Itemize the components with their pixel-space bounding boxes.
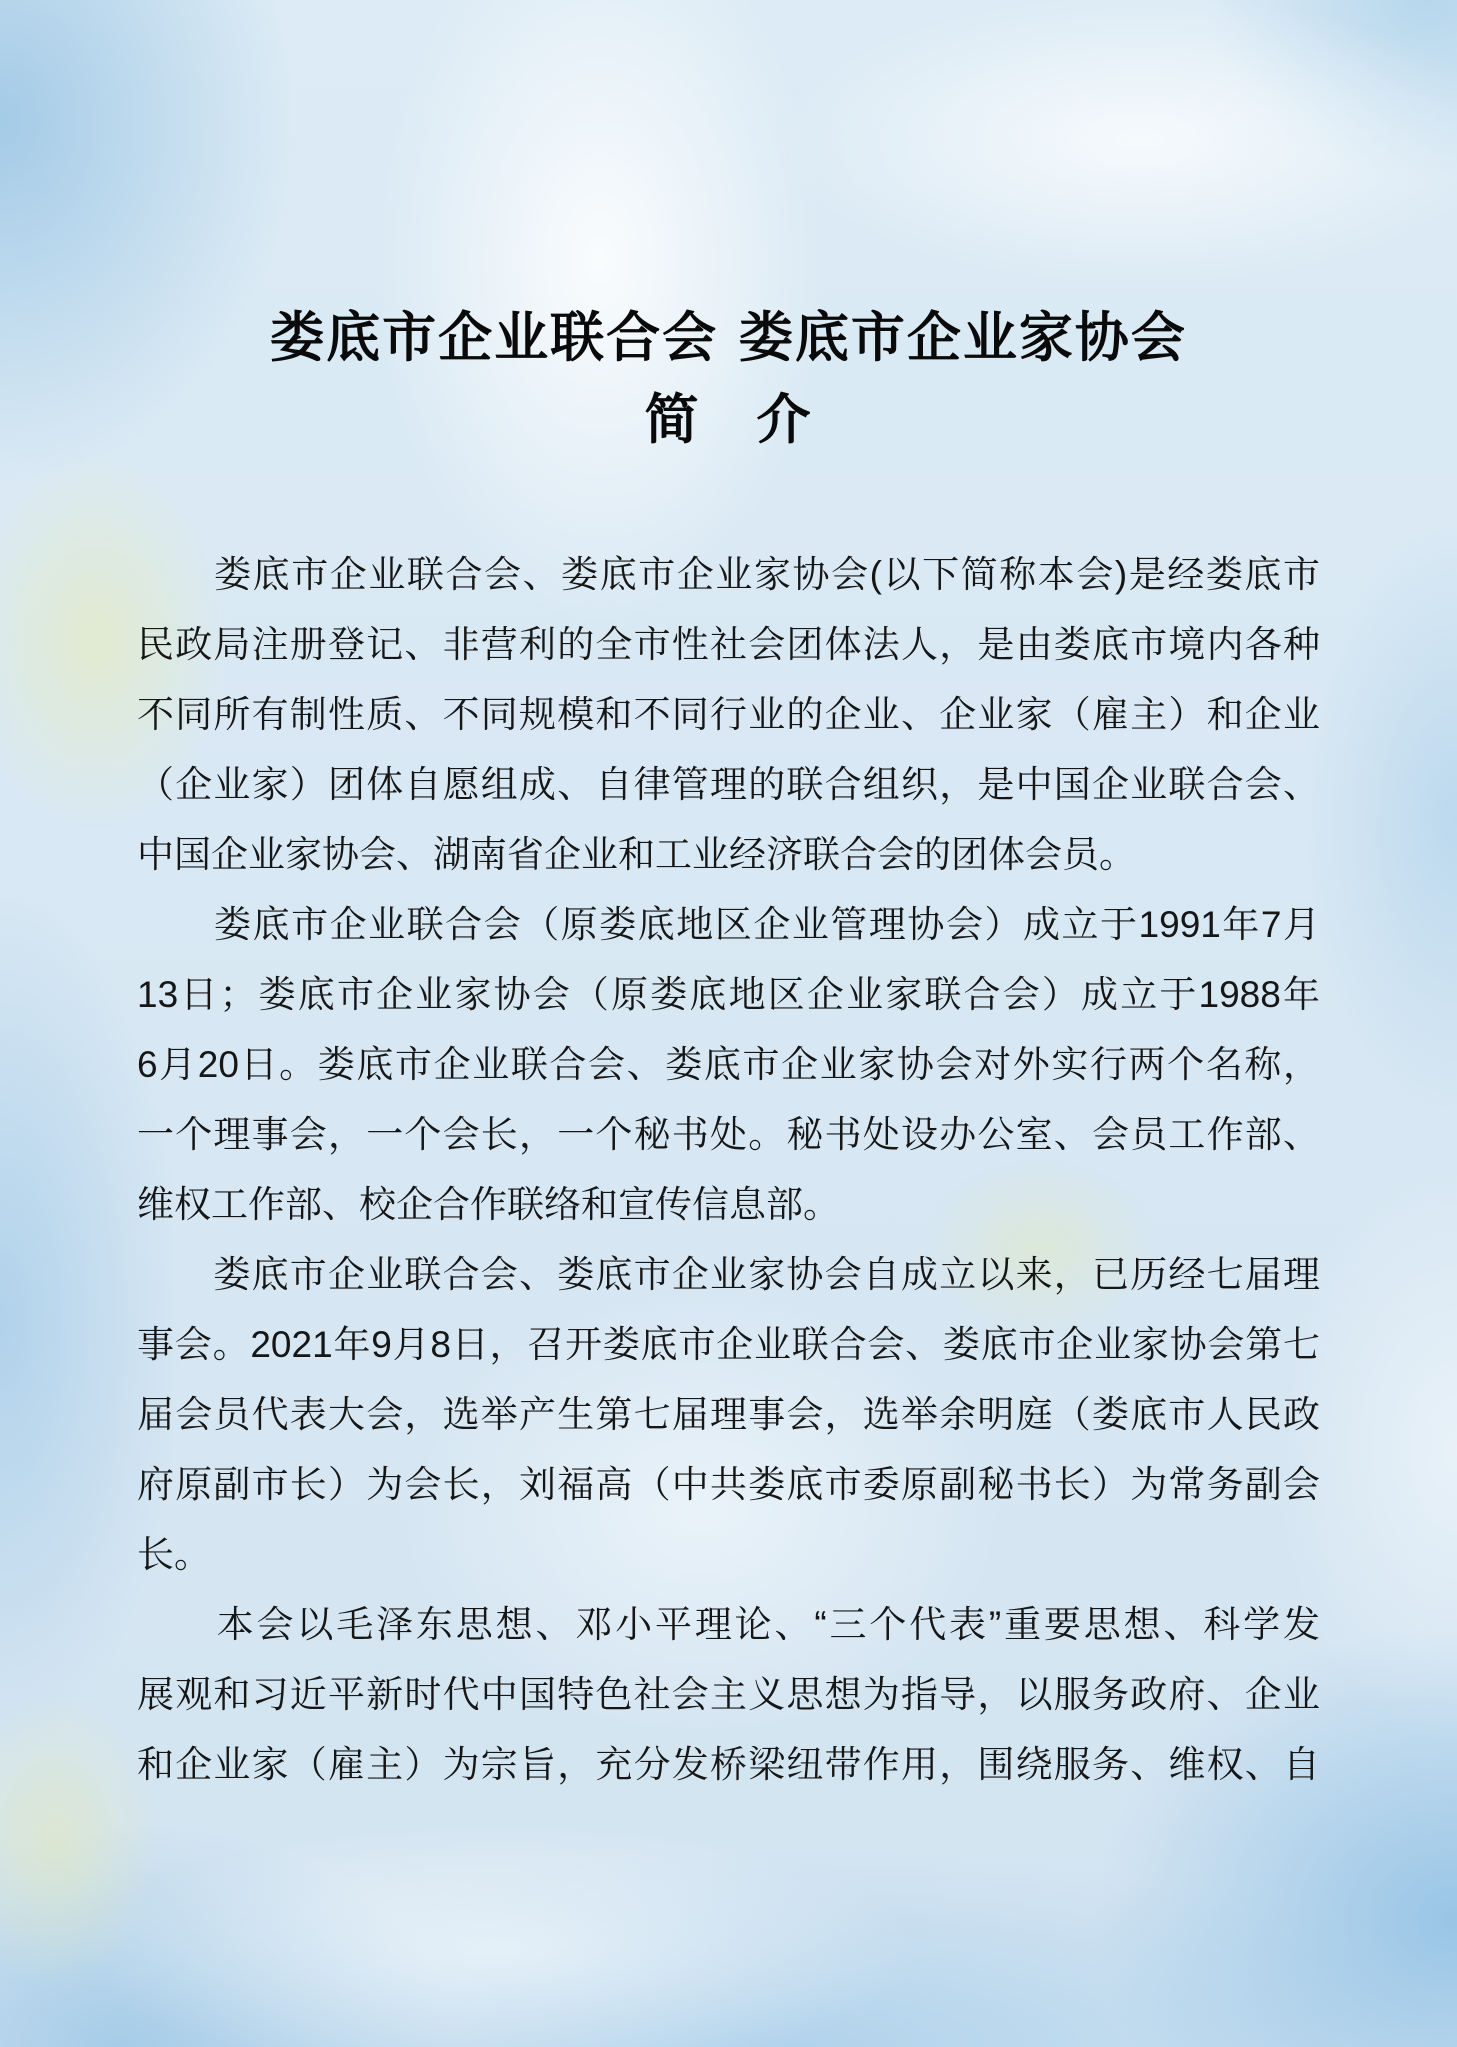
body-line-7: 13日；娄底市企业家协会（原娄底地区企业家联合会）成立于1988年 (137, 974, 1320, 1015)
document-title (137, 296, 1320, 460)
body-line-17: 展观和习近平新时代中国特色社会主义思想为指导，以服务政府、企业 (137, 1674, 1320, 1715)
body-line-14: 府原副市长）为会长，刘福高（中共娄底市委原副秘书长）为常务副会 (137, 1464, 1320, 1505)
body-line-2: 民政局注册登记、非营利的全市性社会团体法人，是由娄底市境内各种 (137, 624, 1320, 665)
body-line-8: 6月20日。娄底市企业联合会、娄底市企业家协会对外实行两个名称， (137, 1044, 1320, 1085)
document-body (137, 540, 1320, 1800)
body-line-18: 和企业家（雇主）为宗旨，充分发桥梁纽带作用，围绕服务、维权、自 (137, 1744, 1320, 1785)
body-line-15: 长。 (137, 1534, 211, 1575)
title-line-2: 简 介 (644, 387, 813, 451)
body-line-9: 一个理事会，一个会长，一个秘书处。秘书处设办公室、会员工作部、 (137, 1114, 1320, 1155)
title-line-1: 娄底市企业联合会 娄底市企业家协会 (270, 305, 1187, 369)
body-line-12: 事会。2021年9月8日，召开娄底市企业联合会、娄底市企业家协会第七 (137, 1324, 1320, 1365)
body-line-3: 不同所有制性质、不同规模和不同行业的企业、企业家（雇主）和企业 (137, 694, 1320, 735)
body-line-10: 维权工作部、校企合作联络和宣传信息部。 (137, 1184, 840, 1225)
body-line-1: 娄底市企业联合会、娄底市企业家协会(以下简称本会)是经娄底市 (137, 554, 1320, 595)
body-line-6: 娄底市企业联合会（原娄底地区企业管理协会）成立于1991年7月 (137, 904, 1320, 945)
body-line-4: （企业家）团体自愿组成、自律管理的联合组织，是中国企业联合会、 (137, 764, 1320, 805)
body-line-16: 本会以毛泽东思想、邓小平理论、“三个代表”重要思想、科学发 (137, 1604, 1320, 1645)
body-line-5: 中国企业家协会、湖南省企业和工业经济联合会的团体会员。 (137, 834, 1136, 875)
body-line-13: 届会员代表大会，选举产生第七届理事会，选举余明庭（娄底市人民政 (137, 1394, 1320, 1435)
body-line-11: 娄底市企业联合会、娄底市企业家协会自成立以来，已历经七届理 (137, 1254, 1320, 1295)
